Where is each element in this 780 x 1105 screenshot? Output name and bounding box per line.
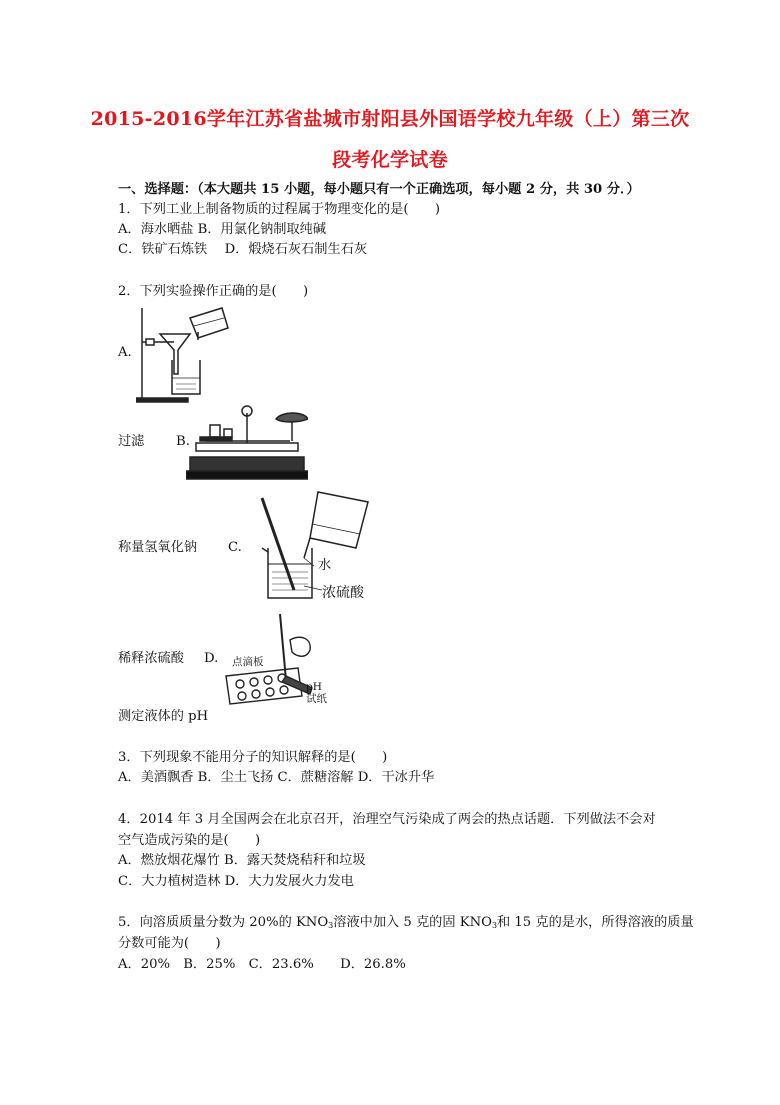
q5-stem-part2: 溶液中加入 5 克的固 KNO: [333, 915, 492, 930]
ph-paper-label: 试纸: [306, 693, 327, 705]
ph-plate-label: 点滴板: [232, 656, 264, 668]
balance-figure: [186, 403, 308, 483]
q2-option-d-label: D.: [204, 651, 219, 666]
q2-option-a-caption: 过滤: [118, 434, 145, 449]
filtration-apparatus-figure: [136, 304, 232, 404]
q1-options-cd: C．铁矿石炼铁 D．煅烧石灰石制生石灰: [118, 242, 368, 257]
q5-subscript: 3: [491, 921, 498, 930]
q4-options-ab: A．燃放烟花爆竹 B．露天焚烧秸秆和垃圾: [118, 853, 366, 868]
dilution-water-label: 水: [318, 558, 332, 573]
q3-options: A．美酒飘香 B．尘土飞扬 C．蔗糖溶解 D．干冰升华: [118, 770, 435, 785]
exam-title-line2: 段考化学试卷: [332, 149, 448, 171]
q5-subscript: 3: [328, 921, 334, 930]
q3-stem: 3．下列现象不能用分子的知识解释的是( ): [118, 750, 388, 765]
q5-options: A．20% B．25% C．23.6% D．26.8%: [118, 957, 406, 972]
q2-option-d-caption: 测定液体的 pH: [118, 709, 209, 724]
section-heading: 一、选择题：（本大题共 15 小题，每小题只有一个正确选项，每小题 2 分，共 30 分．）: [118, 182, 640, 197]
q2-option-c-caption: 稀释浓硫酸: [118, 651, 184, 666]
q5-stem-line1: [118, 914, 694, 935]
q5-stem-part1: 5．向溶质质量分数为 20%的 KNO: [118, 915, 329, 930]
q4-stem-line1: 4．2014 年 3 月全国两会在北京召开，治理空气污染成了两会的热点话题．下列做法不会对: [118, 812, 656, 827]
q4-options-cd: C．大力植树造林 D．大力发展火力发电: [118, 874, 354, 889]
exam-title-line1: 2015-2016学年江苏省盐城市射阳县外国语学校九年级（上）第三次: [90, 108, 690, 130]
q5-stem-line2: 分数可能为( ): [118, 936, 221, 951]
q4-stem-line2: 空气造成污染的是( ): [118, 833, 261, 848]
q2-stem: 2．下列实验操作正确的是( ): [118, 284, 309, 299]
q1-stem: 1．下列工业上制备物质的过程属于物理变化的是( ): [118, 202, 440, 217]
dilution-acid-label: 浓硫酸: [322, 585, 364, 601]
q2-option-c-label: C.: [228, 540, 242, 555]
q2-option-a-label: A.: [118, 345, 132, 360]
ph-label: pH: [306, 681, 322, 693]
q2-option-b-caption: 称量氢氧化钠: [118, 540, 198, 555]
q1-options-ab: A．海水晒盐 B．用氯化钠制取纯碱: [118, 222, 327, 237]
q5-stem-part3: 和 15 克的是水，所得溶液的质量: [497, 915, 694, 930]
q2-option-b-label: B.: [176, 434, 190, 449]
